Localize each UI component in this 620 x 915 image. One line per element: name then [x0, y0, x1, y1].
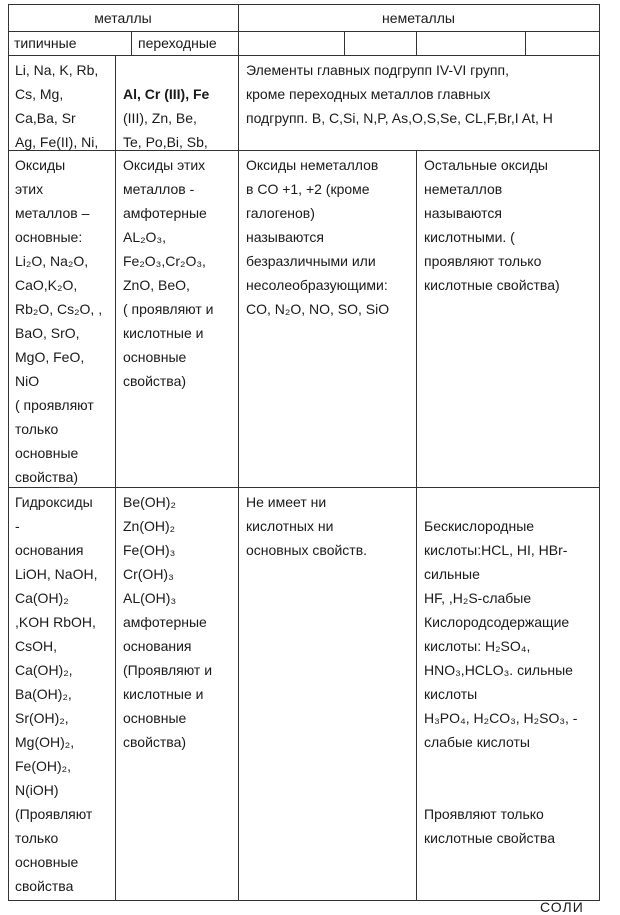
elements-transitional-rest	[123, 106, 238, 154]
header-typical: типичные	[14, 35, 77, 51]
header-metals: металлы	[94, 10, 152, 26]
grid-line	[8, 31, 600, 32]
grid-line	[344, 31, 345, 55]
grid-line	[8, 900, 600, 901]
grid-line	[8, 4, 9, 900]
hydroxides-indifferent: Не имеет ни кислотных ни основных свойств.	[246, 494, 368, 558]
elements-nonmetals: Элементы главных подгрупп IV-VI групп, кроме переходных металлов главных подгрупп. B, C,Si, N,P, As,O,S,Se, CL,F,Br,I At, H	[246, 62, 553, 126]
hydroxides-acids: Бескислородные кислоты:HCL, HI, HBr- сильные HF, ,H₂S-слабые Кислородсодержащие кислоты: H₂SO₄, HNO₃,HCLO₃. сильные кислоты H₃PO₄, H₂CO₃, H₂SO₃, - слабые кислоты Проявляют только кислотные свойства	[424, 518, 578, 846]
oxides-transitional: Оксиды этих металлов - амфотерные AL₂O₃, Fe₂O₃,Cr₂O₃, ZnO, BeO, ( проявляют и кислотные и основные свойства)	[123, 157, 214, 389]
elements-transitional: Al, Cr (III), Fe	[123, 86, 210, 102]
grid-line	[525, 31, 526, 55]
grid-line	[8, 4, 600, 5]
elements-typical: Li, Na, K, Rb, Cs, Mg, Ca,Ba, Sr Ag, Fe(II), Ni,	[15, 62, 99, 150]
grid-line	[131, 31, 132, 55]
grid-line	[599, 4, 600, 900]
grid-line	[115, 55, 116, 900]
hydroxides-typical: Гидроксиды - основания LiOH, NaOH, Ca(OH)₂ ,KOH RbOH, CsOH, Ca(OH)₂, Ba(OH)₂, Sr(OH)₂, Mg(OH)₂, Fe(OH)₂, N(iOH) (Проявляют только основные свойства	[15, 494, 98, 894]
oxides-typical: Оксиды этих металлов – основные: Li₂O, Na₂O, CaO,K₂O, Rb₂O, Cs₂O, , BaO, SrO, MgO, FeO, NiO ( проявляют только основные свойства)	[15, 157, 103, 485]
grid-line	[416, 31, 417, 55]
grid-line	[238, 4, 239, 900]
footer-label: СОЛИ	[540, 899, 584, 915]
grid-line	[416, 150, 417, 900]
grid-line	[8, 55, 600, 56]
elements-transitional-copy: (III), Zn, Be, Te, Po,Bi, Sb,	[123, 110, 208, 150]
oxides-indifferent: Оксиды неметаллов в CO +1, +2 (кроме галогенов) называются безразличными или несолеобразующими: CO, N₂O, NO, SO, SiO	[246, 157, 390, 317]
header-nonmetals: неметаллы	[382, 10, 455, 26]
oxides-acidic: Остальные оксиды неметаллов называются кислотными. ( проявляют только кислотные свойства)	[424, 157, 560, 293]
header-transitional: переходные	[138, 35, 217, 51]
hydroxides-transitional: Be(OH)₂ Zn(OH)₂ Fe(OH)₃ Cr(OH)₃ AL(OH)₃ амфотерные основания (Проявляют и кислотные и основные свойства)	[123, 494, 213, 750]
elements-transitional-bold	[123, 58, 238, 106]
